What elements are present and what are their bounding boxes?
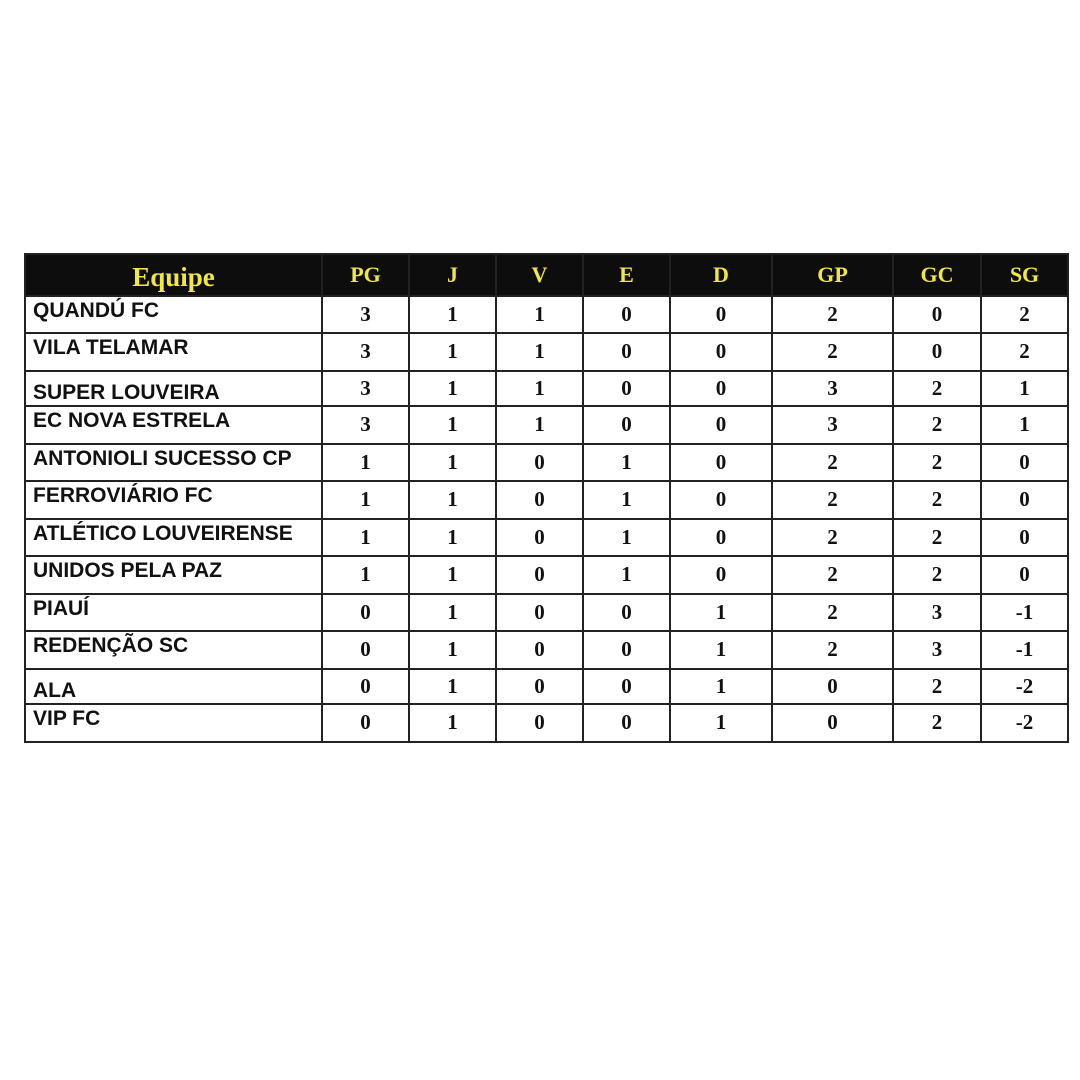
table-row <box>25 481 1068 519</box>
stat-cell-pg: 3 <box>322 371 409 407</box>
table-row <box>25 371 1068 407</box>
stat-cell-pg: 0 <box>322 631 409 669</box>
column-header-equipe: Equipe <box>25 254 322 296</box>
standings-table <box>24 253 1069 743</box>
stat-cell-v: 1 <box>496 371 583 407</box>
stat-cell-sg: -2 <box>981 669 1068 705</box>
stat-cell-d: 0 <box>670 519 772 557</box>
stat-cell-gc: 2 <box>893 704 981 742</box>
stat-cell-gc: 3 <box>893 594 981 632</box>
stat-cell-d: 0 <box>670 371 772 407</box>
stat-cell-e: 0 <box>583 594 670 632</box>
stat-cell-j: 1 <box>409 481 496 519</box>
stat-cell-pg: 3 <box>322 333 409 371</box>
stat-cell-gp: 2 <box>772 556 893 594</box>
stat-cell-gp: 2 <box>772 481 893 519</box>
stat-cell-pg: 3 <box>322 406 409 444</box>
stat-cell-d: 0 <box>670 481 772 519</box>
stat-cell-gp: 3 <box>772 406 893 444</box>
stat-cell-sg: 0 <box>981 556 1068 594</box>
team-name-cell: ANTONIOLI SUCESSO CP <box>25 444 322 482</box>
table-row <box>25 444 1068 482</box>
column-header-gp: GP <box>772 254 893 296</box>
stat-cell-gp: 2 <box>772 296 893 334</box>
stat-cell-gc: 0 <box>893 333 981 371</box>
stat-cell-e: 0 <box>583 704 670 742</box>
team-name-cell: ATLÉTICO LOUVEIRENSE <box>25 519 322 557</box>
stat-cell-j: 1 <box>409 594 496 632</box>
stat-cell-sg: -1 <box>981 594 1068 632</box>
stat-cell-pg: 0 <box>322 669 409 705</box>
table-row <box>25 406 1068 444</box>
stat-cell-pg: 3 <box>322 296 409 334</box>
stat-cell-sg: -2 <box>981 704 1068 742</box>
table-row <box>25 556 1068 594</box>
column-header-d: D <box>670 254 772 296</box>
stat-cell-v: 1 <box>496 333 583 371</box>
stat-cell-e: 0 <box>583 371 670 407</box>
stat-cell-e: 0 <box>583 669 670 705</box>
stat-cell-d: 0 <box>670 444 772 482</box>
column-header-gc: GC <box>893 254 981 296</box>
column-header-j: J <box>409 254 496 296</box>
stat-cell-v: 0 <box>496 519 583 557</box>
stat-cell-e: 0 <box>583 631 670 669</box>
stat-cell-sg: 0 <box>981 519 1068 557</box>
stat-cell-pg: 1 <box>322 481 409 519</box>
stat-cell-v: 1 <box>496 296 583 334</box>
stat-cell-sg: 0 <box>981 481 1068 519</box>
stat-cell-pg: 0 <box>322 704 409 742</box>
stat-cell-gc: 2 <box>893 669 981 705</box>
stat-cell-v: 1 <box>496 406 583 444</box>
stat-cell-d: 1 <box>670 631 772 669</box>
stat-cell-e: 0 <box>583 333 670 371</box>
stat-cell-sg: -1 <box>981 631 1068 669</box>
stat-cell-gc: 3 <box>893 631 981 669</box>
stat-cell-gc: 0 <box>893 296 981 334</box>
column-header-v: V <box>496 254 583 296</box>
column-header-e: E <box>583 254 670 296</box>
stat-cell-d: 0 <box>670 333 772 371</box>
stat-cell-v: 0 <box>496 704 583 742</box>
team-name-cell: QUANDÚ FC <box>25 296 322 334</box>
stat-cell-j: 1 <box>409 631 496 669</box>
team-name-cell: EC NOVA ESTRELA <box>25 406 322 444</box>
table-row <box>25 333 1068 371</box>
team-name-cell: FERROVIÁRIO FC <box>25 481 322 519</box>
table-row <box>25 669 1068 705</box>
stat-cell-e: 1 <box>583 481 670 519</box>
stat-cell-gp: 0 <box>772 704 893 742</box>
column-header-pg: PG <box>322 254 409 296</box>
stat-cell-d: 0 <box>670 406 772 444</box>
stat-cell-v: 0 <box>496 669 583 705</box>
stat-cell-j: 1 <box>409 296 496 334</box>
stat-cell-gp: 2 <box>772 333 893 371</box>
stat-cell-pg: 1 <box>322 556 409 594</box>
stat-cell-pg: 1 <box>322 519 409 557</box>
team-name-cell: VILA TELAMAR <box>25 333 322 371</box>
stat-cell-pg: 0 <box>322 594 409 632</box>
team-name-cell: UNIDOS PELA PAZ <box>25 556 322 594</box>
column-header-sg: SG <box>981 254 1068 296</box>
stat-cell-e: 1 <box>583 444 670 482</box>
stat-cell-d: 0 <box>670 556 772 594</box>
stat-cell-gp: 2 <box>772 519 893 557</box>
stat-cell-v: 0 <box>496 631 583 669</box>
table-row <box>25 594 1068 632</box>
table-row <box>25 631 1068 669</box>
team-name-cell: PIAUÍ <box>25 594 322 632</box>
stat-cell-v: 0 <box>496 444 583 482</box>
stat-cell-gc: 2 <box>893 519 981 557</box>
stat-cell-d: 1 <box>670 594 772 632</box>
stat-cell-d: 1 <box>670 669 772 705</box>
stat-cell-sg: 1 <box>981 371 1068 407</box>
stat-cell-j: 1 <box>409 333 496 371</box>
stat-cell-v: 0 <box>496 594 583 632</box>
stat-cell-gc: 2 <box>893 406 981 444</box>
stat-cell-sg: 1 <box>981 406 1068 444</box>
stat-cell-gc: 2 <box>893 556 981 594</box>
table-row <box>25 519 1068 557</box>
stat-cell-e: 1 <box>583 556 670 594</box>
standings-body <box>25 296 1068 742</box>
team-name-cell: SUPER LOUVEIRA <box>25 371 322 407</box>
stat-cell-gp: 0 <box>772 669 893 705</box>
stat-cell-v: 0 <box>496 556 583 594</box>
stat-cell-sg: 2 <box>981 296 1068 334</box>
stat-cell-gp: 2 <box>772 444 893 482</box>
stat-cell-e: 0 <box>583 406 670 444</box>
team-name-cell: REDENÇÃO SC <box>25 631 322 669</box>
stat-cell-sg: 0 <box>981 444 1068 482</box>
stat-cell-j: 1 <box>409 444 496 482</box>
team-name-cell: ALA <box>25 669 322 705</box>
stat-cell-j: 1 <box>409 704 496 742</box>
stat-cell-gc: 2 <box>893 444 981 482</box>
stat-cell-j: 1 <box>409 556 496 594</box>
stat-cell-gp: 2 <box>772 594 893 632</box>
table-row <box>25 296 1068 334</box>
stat-cell-j: 1 <box>409 519 496 557</box>
stat-cell-gp: 3 <box>772 371 893 407</box>
stat-cell-sg: 2 <box>981 333 1068 371</box>
table-row <box>25 704 1068 742</box>
stat-cell-d: 1 <box>670 704 772 742</box>
stat-cell-j: 1 <box>409 371 496 407</box>
stat-cell-d: 0 <box>670 296 772 334</box>
stat-cell-e: 0 <box>583 296 670 334</box>
stat-cell-gc: 2 <box>893 371 981 407</box>
stat-cell-j: 1 <box>409 406 496 444</box>
stat-cell-gc: 2 <box>893 481 981 519</box>
stat-cell-j: 1 <box>409 669 496 705</box>
team-name-cell: VIP FC <box>25 704 322 742</box>
stat-cell-gp: 2 <box>772 631 893 669</box>
stat-cell-v: 0 <box>496 481 583 519</box>
header-row <box>25 254 1068 296</box>
stat-cell-pg: 1 <box>322 444 409 482</box>
stat-cell-e: 1 <box>583 519 670 557</box>
